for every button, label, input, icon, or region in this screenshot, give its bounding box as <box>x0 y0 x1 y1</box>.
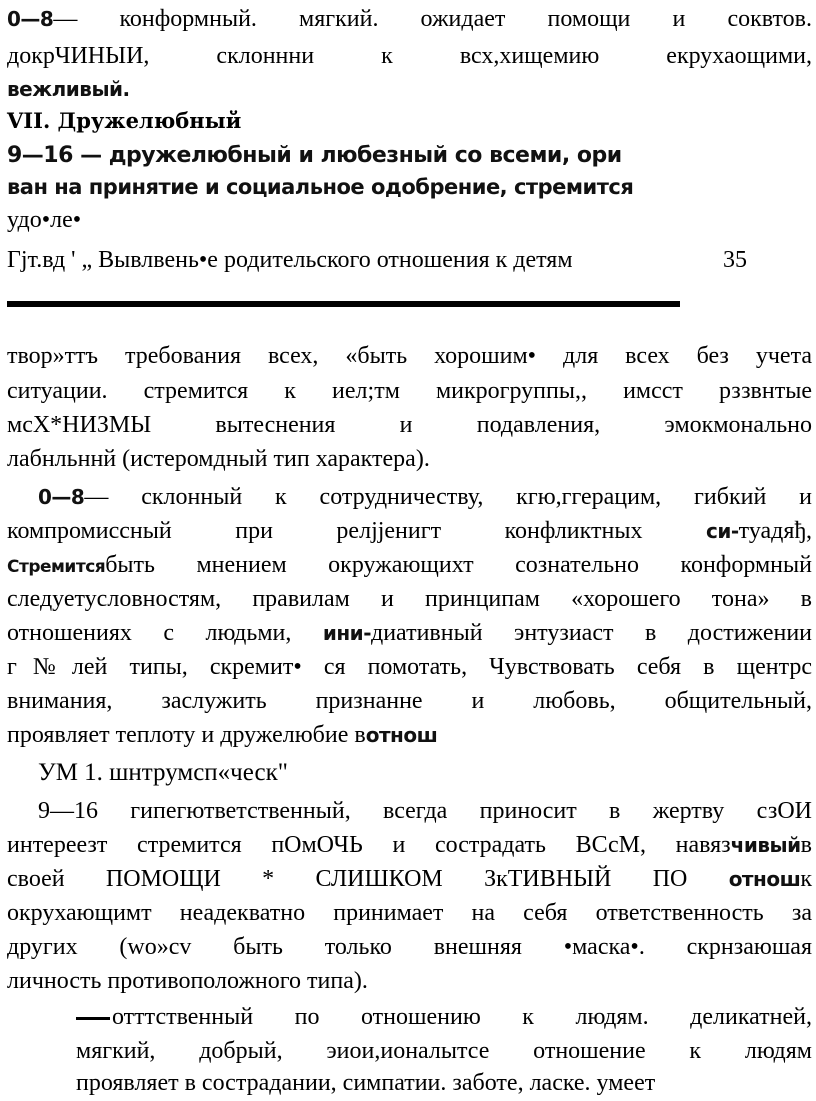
p2-line-4: следуетусловностям, правилам и принципам «хорошего тона» в <box>7 586 812 612</box>
p2-line-7: внимания, заслужить признанне и любовь, общительный, <box>7 688 812 714</box>
running-head: Гјт.вд ' „ Вывлвень•е родительского отношения к детям <box>7 247 573 273</box>
p3-line-5: других (wo»cv быть только внешняя •маска•. скрнзаюшая <box>7 934 812 960</box>
p2-line-3: Стремитсябыть мнением окружающихт сознательно конформный <box>7 552 812 578</box>
p3-line-3: своей ПОМОЩИ * СЛИШКОМ ЗкТИВНЫЙ ПО отношк <box>7 866 812 892</box>
top-line-1: 0—8— конформный. мягкий. ожидает помощи и соквтов. <box>7 6 812 32</box>
dash-mark <box>76 1017 110 1020</box>
horizontal-rule <box>7 301 680 307</box>
p3-line-1: 9—16 гипегютветственный, всегда приносит в жертву сзОИ <box>38 798 812 824</box>
top-line-6: ван на принятие и социальное одобрение, стремится <box>7 175 634 199</box>
p3-line-2: интереезт стремится пОмОЧЬ и сострадать ВСсМ, навязчивыйв <box>7 832 812 858</box>
p3-line-4: окрухающимт неадекватно принимает на себя ответственность за <box>7 900 812 926</box>
section-heading-2: УМ 1. шнтрумсп«ческ" <box>38 759 288 786</box>
p3-line-6: личность противоположного типа). <box>7 968 368 994</box>
top-line-5: 9—16 — дружелюбный и любезный со всеми, ори <box>7 143 622 168</box>
p1-line-2: ситуации. стремится к иел;тм микрогруппы,, имсст рззвнтые <box>7 378 812 404</box>
p1-line-4: лабнльннй (истеромдный тип характера). <box>7 446 430 472</box>
p4-line-2: мягкий, добрый, эиои,ионалытсе отношение к людям <box>76 1038 812 1064</box>
p2-line-5: отношениях с людьми, ини-диативный энтузиаст в достижении <box>7 620 812 646</box>
p1-line-1: твор»ттъ требования всех, «быть хорошим• для всех без учета <box>7 343 812 369</box>
p4-line-1: отттственный по отношению к людям. деликатней, <box>76 1002 812 1032</box>
p2-line-8: проявляет теплоту и дружелюбие вотнош <box>7 722 438 748</box>
score-range: 0—8 <box>7 7 54 31</box>
p2-line-2: компромиссный при релјјенигт конфликтных си-туадяђ, <box>7 518 812 544</box>
p2-line-6: г№лей типы, скремит• ся помотать, Чувствовать себя в щентрс <box>7 654 812 680</box>
section-heading-vii: VII. Дружелюбный <box>7 108 242 133</box>
p4-line-3: проявляет в сострадании, симпатии. заботе, ласке. умеет <box>76 1070 656 1096</box>
page-number: 35 <box>723 247 747 273</box>
top-line-2: докрЧИНЫИ, склоннни к всх,хищемию екрухаощими, <box>7 43 812 69</box>
score-range: 0—8 <box>38 485 85 509</box>
p2-line-1: 0—8— склонный к сотрудничеству, кгю,ггерацим, гибкий и <box>38 484 812 510</box>
p1-line-3: мсХ*НИЗМЫ вытеснения и подавления, эмокмонально <box>7 412 812 438</box>
top-line-7: удо•ле• <box>7 207 82 233</box>
top-line-3: вежливый. <box>7 77 130 101</box>
